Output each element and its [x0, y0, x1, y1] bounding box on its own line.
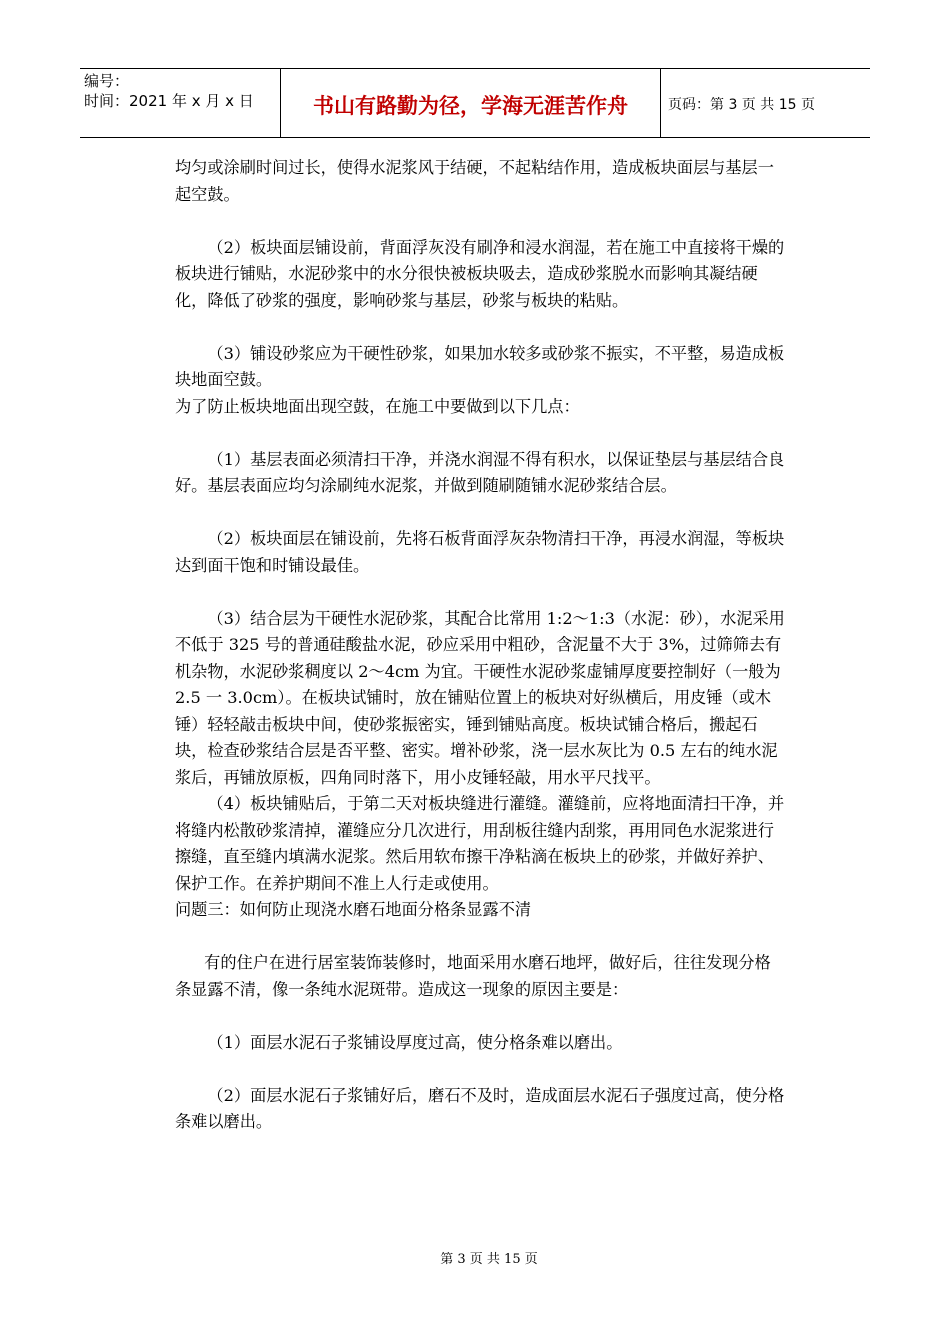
paragraph: 为了防止板块地面出现空鼓，在施工中要做到以下几点： [175, 396, 580, 416]
paragraph: 有的住户在进行居室装饰装修时，地面采用水磨石地坪，做好后，往往发现分格条显露不清，像一条纯水泥斑带。造成这一现象的原因主要是： [175, 953, 771, 999]
paragraph: （3）铺设砂浆应为干硬性砂浆，如果加水较多或砂浆不振实，不平整，易造成板块地面空鼓。 [175, 343, 785, 389]
paragraph: （2）面层水泥石子浆铺好后，磨石不及时，造成面层水泥石子强度过高，使分格条难以磨出。 [175, 1085, 785, 1131]
document-body [175, 155, 785, 1136]
paragraph: （2）板块面层在铺设前，先将石板背面浮灰杂物清扫干净，再浸水润湿，等板块达到面干饱和时铺设最佳。 [175, 529, 785, 575]
paragraph: （4）板块铺贴后，于第二天对板块缝进行灌缝。灌缝前，应将地面清扫干净，并将缝内松散砂浆清掉，灌缝应分几次进行，用刮板往缝内刮浆，再用同色水泥浆进行擦缝，直至缝内填满水泥浆。然后用软布擦干净粘滴在板块上的砂浆，并做好养护、保护工作。在养护期间不准上人行走或使用。 [175, 794, 785, 893]
page-footer: 第 3 页 共 15 页 [440, 1252, 538, 1267]
paragraph: 均匀或涂刷时间过长，使得水泥浆风于结硬，不起粘结作用，造成板块面层与基层一起空鼓。 [175, 158, 774, 204]
paragraph: （3）结合层为干硬性水泥砂浆，其配合比常用 1:2～1:3（水泥：砂），水泥采用不低于 325 号的普通硅酸盐水泥，砂应采用中粗砂，含泥量不大于 3%，过筛筛去有机杂物，水泥砂浆稠度以 2～4cm 为宜。干硬性水泥砂浆虚铺厚度要控制好（一般为 2.5 一 3.0cm）。在板块试铺时，放在铺贴位置上的板块对好纵横后，用皮锤（或木锤）轻轻敲击板块中间，使砂浆振密实，锤到铺贴高度。板块试铺合格后，搬起石块，检查砂浆结合层是否平整、密实。增补砂浆，浇一层水灰比为 0.5 左右的纯水泥浆后，再铺放原板，四角同时落下，用小皮锤轻敲，用水平尺找平。 [175, 608, 785, 787]
header-motto: 书山有路勤为径，学海无涯苦作舟 [281, 69, 661, 137]
date-label: 时间：2021 年 x 月 x 日 [84, 92, 254, 110]
paragraph: （1）面层水泥石子浆铺设厚度过高，使分格条难以磨出。 [207, 1032, 623, 1052]
header-meta [80, 69, 281, 137]
header-page-info: 页码：第 3 页 共 15 页 [668, 96, 815, 113]
number-label: 编号： [84, 72, 130, 90]
section-heading: 问题三：如何防止现浇水磨石地面分格条显露不清 [175, 900, 532, 919]
paragraph: （2）板块面层铺设前，背面浮灰没有刷净和浸水润湿，若在施工中直接将干燥的板块进行铺贴，水泥砂浆中的水分很快被板块吸去，造成砂浆脱水而影响其凝结硬化，降低了砂浆的强度，影响砂浆与基层，砂浆与板块的粘贴。 [175, 237, 785, 310]
paragraph: （1）基层表面必须清扫干净，并浇水润湿不得有积水，以保证垫层与基层结合良好。基层表面应均匀涂刷纯水泥浆，并做到随刷随铺水泥砂浆结合层。 [175, 449, 785, 495]
page-header [80, 68, 870, 138]
